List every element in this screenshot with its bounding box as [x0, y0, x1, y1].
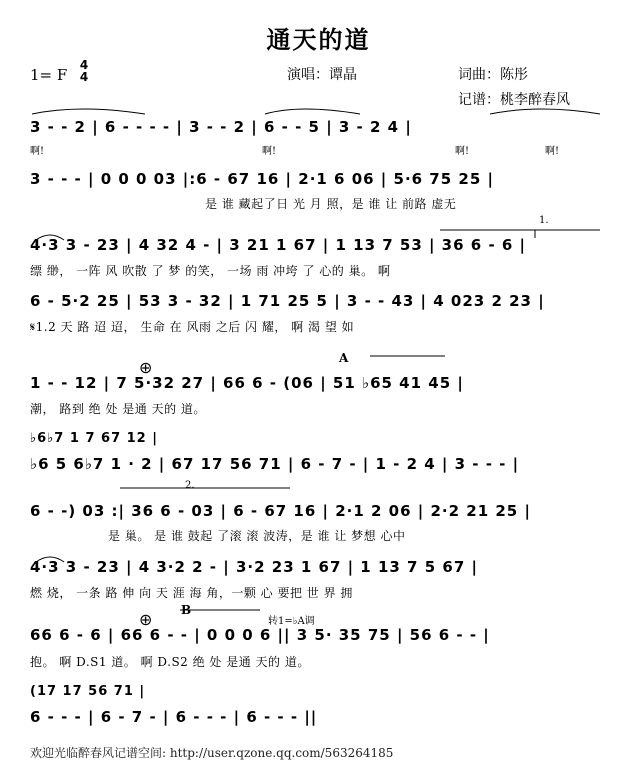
lyric-row-2: 是 谁 藏起了日 光 月 照，是 谁 让 前路 虚无 — [205, 197, 457, 211]
score-row-8: 6 - -) 03 :| 36 6 - 03 | 6 - 67 16 | 2·1 2 06 | 2·2 21 25 | — [30, 502, 531, 520]
volta-1-label: 1. — [539, 215, 549, 226]
lyric-row-8: 是 巢。 是 谁 鼓起 了滚 滚 波涛，是 谁 让 梦想 心中 — [108, 529, 406, 543]
lyric-row-5: 潮， 路到 绝 处 是通 天的 道。 — [30, 402, 206, 416]
score-row-10: 66 6 - 6 | 66 6 - - | 0 0 0 6 || 3 5· 35 75 | 56 6 - - | — [30, 626, 490, 644]
score-row-6: ♭6♭7 1 7 67 12 | — [30, 431, 159, 446]
lyric-row-9: 燃 烧， 一条 路 伸 向 天 涯 海 角，一颗 心 要把 世 界 拥 — [30, 586, 353, 600]
score-row-11: (17 17 56 71 | — [30, 684, 146, 699]
score-row-9: 4·3 3 - 23 | 4 3·2 2 - | 3·2 23 1 67 | 1 13 7 5 67 | — [30, 558, 478, 576]
score-row-12: 6 - - - | 6 - 7 - | 6 - - - | 6 - - - || — [30, 708, 318, 726]
lyric-row-10: 抱。 啊 D.S1 道。 啊 D.S2 绝 处 是通 天的 道。 — [30, 655, 310, 669]
lyric-ah-3: 啊! — [455, 146, 470, 157]
section-b-label: B — [181, 603, 192, 617]
score-row-4: 6 - 5·2 25 | 53 3 - 32 | 1 71 25 5 | 3 - - 43 | 4 023 2 23 | — [30, 292, 545, 310]
volta-2-label: 2. — [185, 480, 195, 491]
time-signature-top: 4 — [79, 58, 89, 72]
lyric-ah-1: 啊! — [30, 146, 45, 157]
coda-icon: ⊕ — [139, 358, 153, 377]
coda-icon-2: ⊕ — [139, 610, 153, 629]
slur-3 — [490, 109, 600, 114]
slur-2 — [265, 109, 360, 114]
key-change-label: 转1=♭A调 — [268, 616, 315, 627]
score-row-7: ♭6 5 6♭7 1 · 2 | 67 17 56 71 | 6 - 7 - | 1 - 2 4 | 3 - - - | — [30, 455, 520, 473]
key-signature: 1= F — [30, 66, 68, 84]
lyric-ah-2: 啊! — [262, 146, 277, 157]
score-row-1: 3 - - 2 | 6 - - - - | 3 - - 2 | 6 - - 5 | 3 - 2 4 | — [30, 118, 412, 136]
footer-url: 欢迎光临醉春风记谱空间: http://user.qzone.qq.com/563264185 — [30, 746, 394, 760]
lyricist-credit: 词曲：陈彤 — [458, 67, 528, 83]
song-title: 通天的道 — [266, 25, 371, 54]
tie-1 — [36, 235, 64, 240]
lyric-row-3: 缥 缈， 一阵 风 吹散 了 梦 的笑， 一场 雨 冲垮 了 心的 巢。 啊 — [30, 264, 391, 278]
tie-2 — [36, 557, 64, 562]
time-signature-bottom: 4 — [79, 70, 89, 84]
lyric-row-4: 𝄋1.2 天 路 迢 迢， 生命 在 风雨 之后 闪 耀， 啊 渴 望 如 — [30, 320, 355, 334]
score-row-5: 1 - - 12 | 7 5·32 27 | 66 6 - (06 | 51 ♭65 41 45 | — [30, 374, 464, 392]
singer-credit: 演唱：谭晶 — [287, 67, 357, 83]
score-row-2: 3 - - - | 0 0 0 03 |:6 - 67 16 | 2·1 6 06 | 5·6 75 25 | — [30, 170, 494, 188]
section-a-label: A — [339, 351, 349, 365]
slur-1 — [32, 109, 145, 114]
transcriber-credit: 记谱：桃李醉春风 — [458, 92, 570, 108]
score-row-3: 4·3 3 - 23 | 4 32 4 - | 3 21 1 67 | 1 13 7 53 | 36 6 - 6 | — [30, 236, 527, 254]
lyric-ah-4: 啊! — [545, 146, 560, 157]
